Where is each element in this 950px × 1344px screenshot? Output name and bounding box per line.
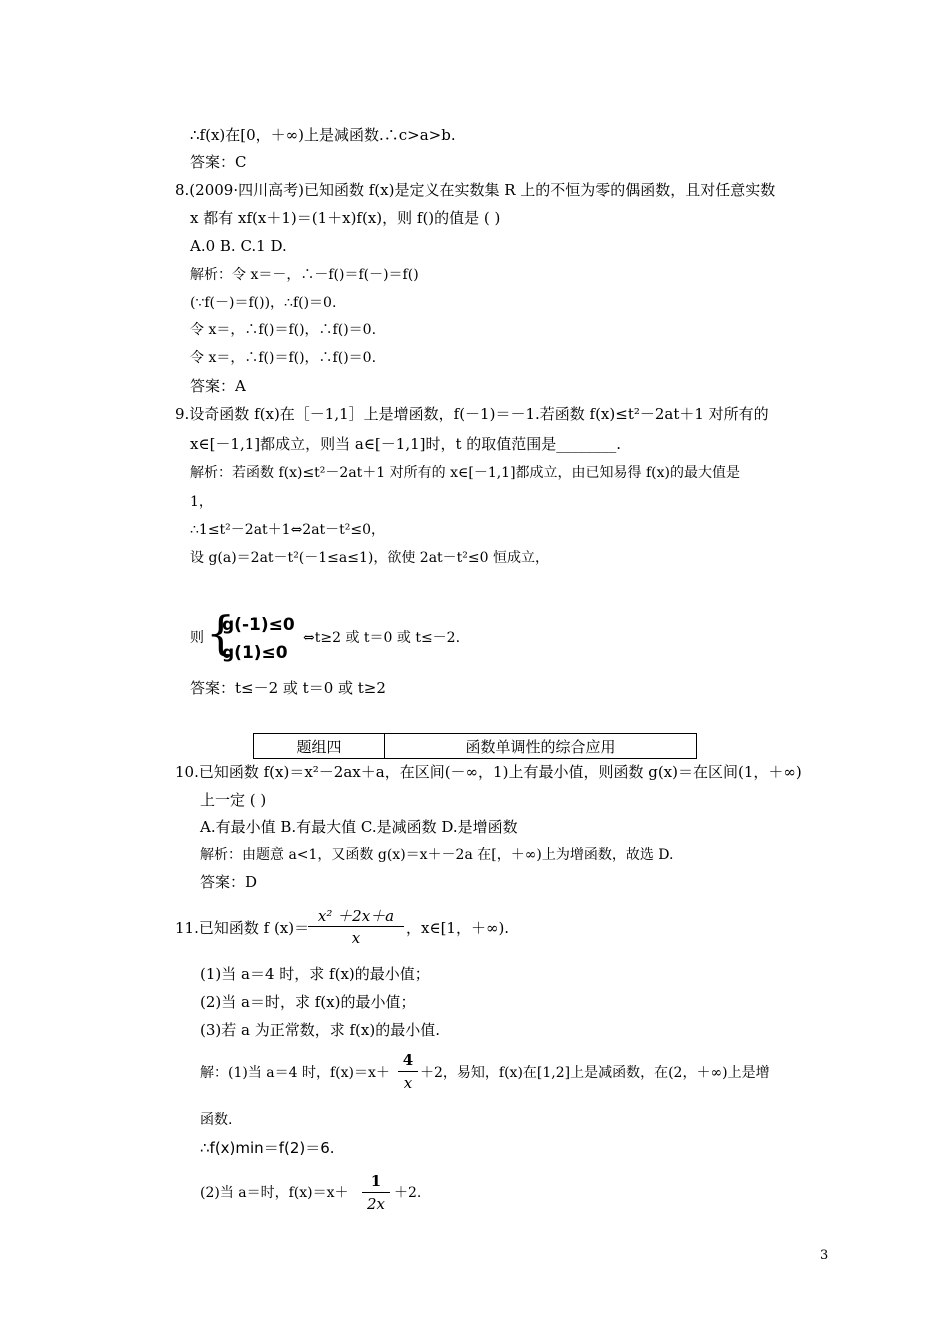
solution-line: 1， <box>190 494 213 510</box>
fraction-expression <box>308 906 404 949</box>
system-line-2: g(1)≤0 <box>222 643 288 663</box>
fraction-1-over-2x <box>362 1170 390 1215</box>
fraction-denominator: x <box>398 1071 418 1094</box>
solution-line: 解：(1)当 a＝4 时，f(x)＝x＋ <box>200 1065 390 1081</box>
system-prefix: 则 <box>190 630 204 646</box>
question-11-part-3: (3)若 a 为正常数，求 f(x)的最小值. <box>200 1021 440 1039</box>
solution-line: (∵f(－)＝f())，∴f()＝0. <box>190 295 337 311</box>
question-11-part-1: (1)当 a＝4 时，求 f(x)的最小值； <box>200 965 430 983</box>
solution-line: 设 g(a)＝2at－t²(－1≤a≤1)，欲使 2at－t²≤0 恒成立， <box>190 550 550 566</box>
text-line: ∴f(x)在[0，＋∞)上是减函数.∴c>a>b. <box>190 126 456 144</box>
solution-line: 解析：由题意 a<1，又函数 g(x)＝x＋－2a 在[，＋∞)上为增函数，故选 D. <box>200 847 674 863</box>
question-11-domain: ，x∈[1，＋∞). <box>406 919 510 937</box>
question-10-line-1: 10.已知函数 f(x)＝x²－2ax＋a，在区间(－∞，1)上有最小值，则函数 g(x)＝在区间(1，＋∞) <box>175 763 802 781</box>
section-label: 题组四 <box>254 734 385 759</box>
solution-line: 解析：令 x＝－，∴－f()＝f(－)＝f() <box>190 267 419 283</box>
solution-line: 函数. <box>200 1112 233 1128</box>
system-line-1: g(-1)≤0 <box>222 615 295 635</box>
fraction-numerator: x² ＋2x＋a <box>317 907 395 925</box>
answer-line: 答案：D <box>200 873 258 891</box>
question-8-line-2: x 都有 xf(x＋1)＝(1＋x)f(x)，则 f()的值是 ( ) <box>190 209 501 227</box>
question-11-stem: 11.已知函数 f (x)＝ <box>175 919 310 937</box>
system-brace: { <box>206 606 236 660</box>
question-8-line-1: 8.(2009·四川高考)已知函数 f(x)是定义在实数集 R 上的不恒为零的偶函数，且对任意实数 <box>175 181 776 199</box>
solution-line: 解析：若函数 f(x)≤t²－2at＋1 对所有的 x∈[－1,1]都成立，由已知易得 f(x)的最大值是 <box>190 465 741 481</box>
fraction-denominator: x <box>308 926 404 949</box>
solution-line: ＋2. <box>394 1185 422 1201</box>
solution-line: 令 x＝，∴f()＝f()，∴f()＝0. <box>190 322 377 338</box>
question-10-options: A.有最小值 B.有最大值 C.是减函数 D.是增函数 <box>200 818 518 836</box>
fraction-4-over-x <box>398 1049 418 1094</box>
system-result: ⇔t≥2 或 t＝0 或 t≤－2. <box>303 630 461 646</box>
fraction-numerator: 4 <box>402 1051 414 1069</box>
fraction-denominator: 2x <box>362 1192 390 1215</box>
question-8-options: A.0 B. C.1 D. <box>190 237 287 255</box>
answer-line: 答案：A <box>190 377 246 395</box>
solution-line: (2)当 a＝时，f(x)＝x＋ <box>200 1185 349 1201</box>
answer-line: 答案：t≤－2 或 t＝0 或 t≥2 <box>190 679 386 697</box>
section-title: 函数单调性的综合应用 <box>385 734 697 759</box>
question-10-line-2: 上一定 ( ) <box>200 791 267 809</box>
solution-line: 令 x＝，∴f()＝f()，∴f()＝0. <box>190 350 377 366</box>
fraction-numerator: 1 <box>370 1172 382 1190</box>
page-number: 3 <box>820 1248 829 1263</box>
section-header-table <box>253 733 697 759</box>
result-line: ∴f(x)min＝f(2)＝6. <box>200 1139 335 1157</box>
question-11-part-2: (2)当 a＝时，求 f(x)的最小值； <box>200 993 416 1011</box>
solution-line: ∴1≤t²－2at＋1⇔2at－t²≤0， <box>190 522 386 538</box>
solution-line: ＋2，易知，f(x)在[1,2]上是减函数，在(2，＋∞)上是增 <box>420 1065 770 1081</box>
question-9-line-1: 9.设奇函数 f(x)在［－1,1］上是增函数，f(－1)＝－1.若函数 f(x)≤t²－2at＋1 对所有的 <box>175 405 769 423</box>
question-9-line-2: x∈[－1,1]都成立，则当 a∈[－1,1]时，t 的取值范围是________. <box>190 435 622 453</box>
answer-line: 答案：C <box>190 153 247 171</box>
